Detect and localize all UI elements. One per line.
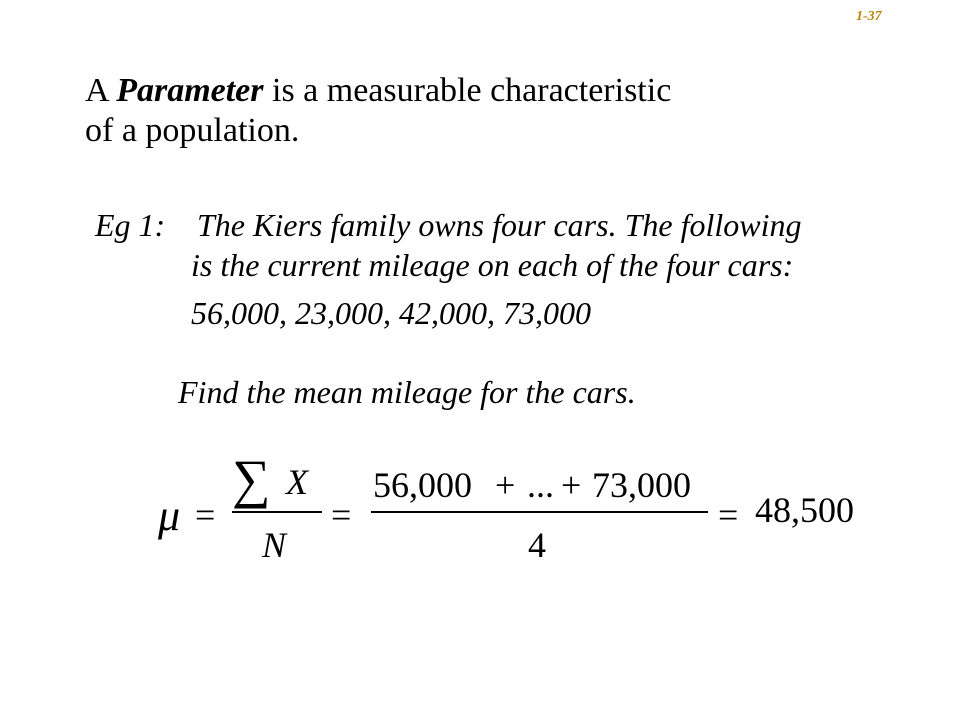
formula-n: N xyxy=(262,525,287,565)
formula-plus-1: + xyxy=(495,465,516,505)
example-question: Find the mean mileage for the cars. xyxy=(178,374,636,410)
formula-result: 48,500 xyxy=(755,490,854,530)
formula-x: X xyxy=(286,462,308,502)
definition-rest: is a measurable characteristic xyxy=(263,72,672,109)
formula-term-first: 56,000 xyxy=(373,465,472,505)
slide-number: 1-37 xyxy=(856,9,882,24)
formula-equals-2: = xyxy=(331,495,352,535)
formula-denominator: 4 xyxy=(528,525,546,565)
example-line-2: is the current mileage on each of the four cars: xyxy=(191,247,794,283)
formula-plus-2: + xyxy=(561,465,582,505)
formula-equals-1: = xyxy=(195,495,216,535)
formula-ellipsis: ... xyxy=(527,465,554,505)
example-line-1: The Kiers family owns four cars. The following xyxy=(197,207,802,243)
definition-line-2: of a population. xyxy=(85,112,300,149)
mileage-values: 56,000, 23,000, 42,000, 73,000 xyxy=(191,295,591,331)
definition-prefix: A xyxy=(85,72,117,109)
example-label: Eg 1: xyxy=(95,207,166,243)
formula-mu: μ xyxy=(158,491,181,540)
definition-term: Parameter xyxy=(116,72,264,109)
formula-equals-3: = xyxy=(718,495,739,535)
formula-term-last: 73,000 xyxy=(592,465,691,505)
formula-sigma: ∑ xyxy=(232,449,271,509)
